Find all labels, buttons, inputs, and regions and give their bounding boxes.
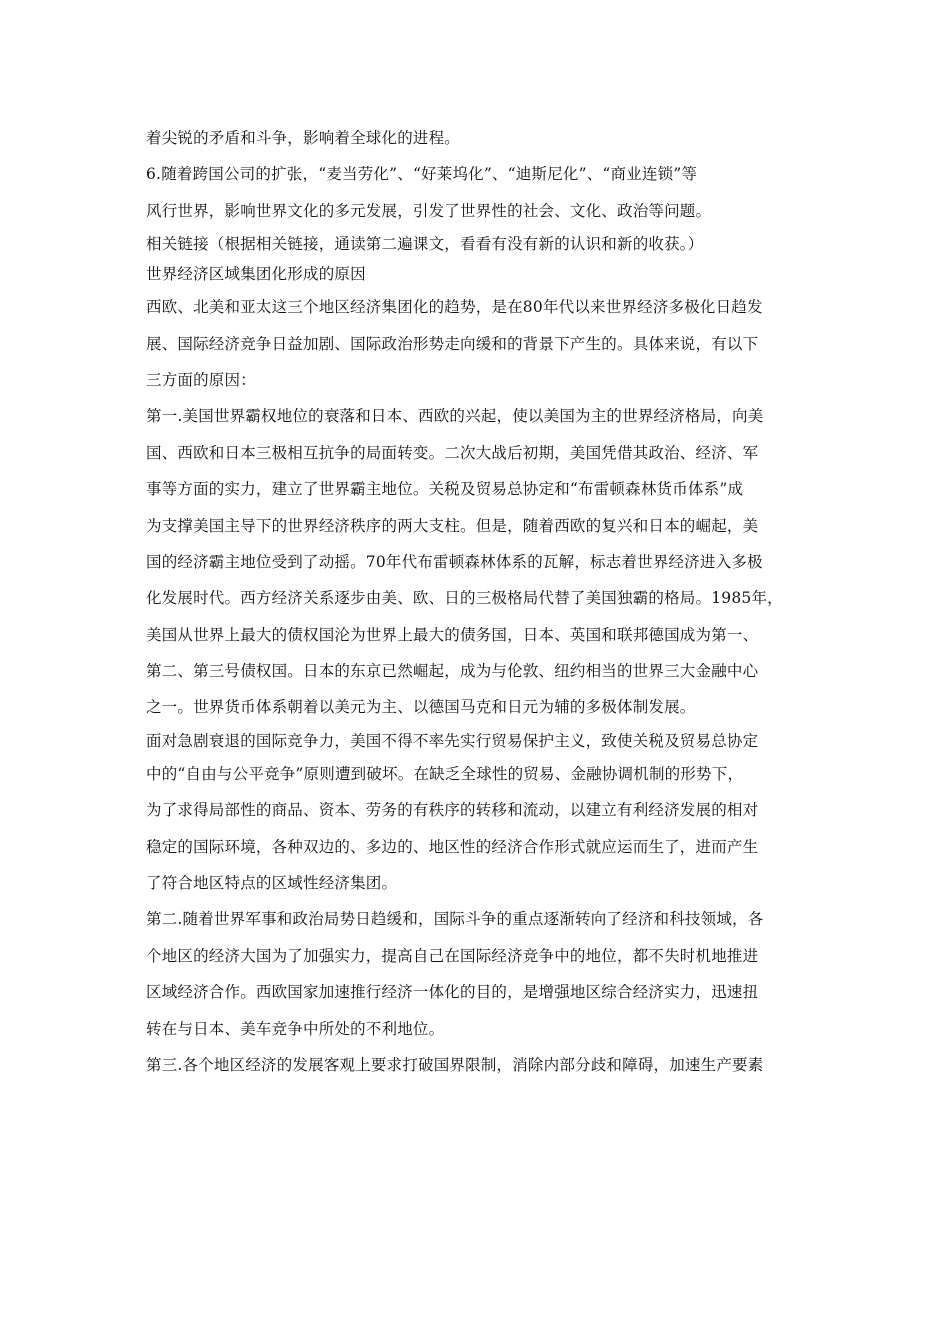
text-line: 个地区的经济大国为了加强实力，提高自己在国际经济竞争中的地位，都不失时机地推进: [146, 946, 759, 965]
text-line: 为支撑美国主导下的世界经济秩序的两大支柱。但是，随着西欧的复兴和日本的崛起，美: [146, 516, 759, 535]
text-line: 国的经济霸主地位受到了动摇。70年代布雷顿森林体系的瓦解，标志着世界经济进入多极: [146, 552, 763, 571]
text-line: 转在与日本、美车竞争中所处的不利地位。: [146, 1019, 445, 1038]
text-line: 稳定的国际环境，各种双边的、多边的、地区性的经济合作形式就应运而生了，进而产生: [146, 837, 759, 856]
text-line: 展、国际经济竞争日益加剧、国际政治形势走向缓和的背景下产生的。具体来说，有以下: [146, 334, 759, 353]
text-line: 6.随着跨国公司的扩张，“麦当劳化”、“好莱坞化”、“迪斯尼化”、“商业连锁”等: [146, 165, 698, 184]
text-line: 中的“自由与公平竞争”原则遭到破坏。在缺乏全球性的贸易、金融协调机制的形势下，: [146, 764, 744, 783]
text-line: 西欧、北美和亚太这三个地区经济集团化的趋势，是在80年代以来世界经济多极化日趋发: [146, 298, 763, 317]
text-line: 面对急剧衰退的国际竞争力，美国不得不率先实行贸易保护主义，致使关税及贸易总协定: [146, 731, 759, 750]
text-line: 三方面的原因：: [146, 370, 256, 389]
text-line: 美国从世界上最大的债权国沦为世界上最大的债务国，日本、英国和联邦德国成为第一、: [146, 625, 759, 644]
text-line: 第二、第三号债权国。日本的东京已然崛起，成为与伦敦、纽约相当的世界三大金融中心: [146, 662, 759, 681]
text-line: 第一.美国世界霸权地位的衰落和日本、西欧的兴起，使以美国为主的世界经济格局，向美: [146, 407, 764, 426]
text-line: 第三.各个地区经济的发展客观上要求打破国界限制，消除内部分歧和障碍，加速生产要素: [146, 1055, 764, 1074]
text-line: 化发展时代。西方经济关系逐步由美、欧、日的三极格局代替了美国独霸的格局。1985年，: [146, 589, 783, 608]
text-line: 为了求得局部性的商品、资本、劳务的有秩序的转移和流动，以建立有利经济发展的相对: [146, 801, 759, 820]
text-line: 风行世界，影响世界文化的多元发展，引发了世界性的社会、文化、政治等问题。: [146, 201, 712, 220]
text-line: 了符合地区特点的区域性经济集团。: [146, 874, 398, 893]
text-line: 第二.随着世界军事和政治局势日趋缓和，国际斗争的重点逐渐转向了经济和科技领域，各: [146, 910, 764, 929]
section-heading: 世界经济区域集团化形成的原因: [146, 265, 366, 284]
text-line: 国、西欧和日本三极相互抗争的局面转变。二次大战后初期，美国凭借其政治、经济、军: [146, 443, 759, 462]
text-line: 着尖锐的矛盾和斗争，影响着全球化的进程。: [146, 129, 461, 147]
text-line: 事等方面的实力，建立了世界霸主地位。关税及贸易总协定和“布雷顿森林货币体系”成: [146, 480, 744, 499]
document-page: [146, 120, 810, 1083]
text-line: 相关链接（根据相关链接，通读第二遍课文，看看有没有新的认识和新的收获。）: [146, 235, 704, 254]
text-line: 区域经济合作。西欧国家加速推行经济一体化的目的，是增强地区综合经济实力，迅速扭: [146, 983, 759, 1002]
text-line: 之一。世界货币体系朝着以美元为主、以德国马克和日元为辅的多极体制发展。: [146, 698, 696, 717]
